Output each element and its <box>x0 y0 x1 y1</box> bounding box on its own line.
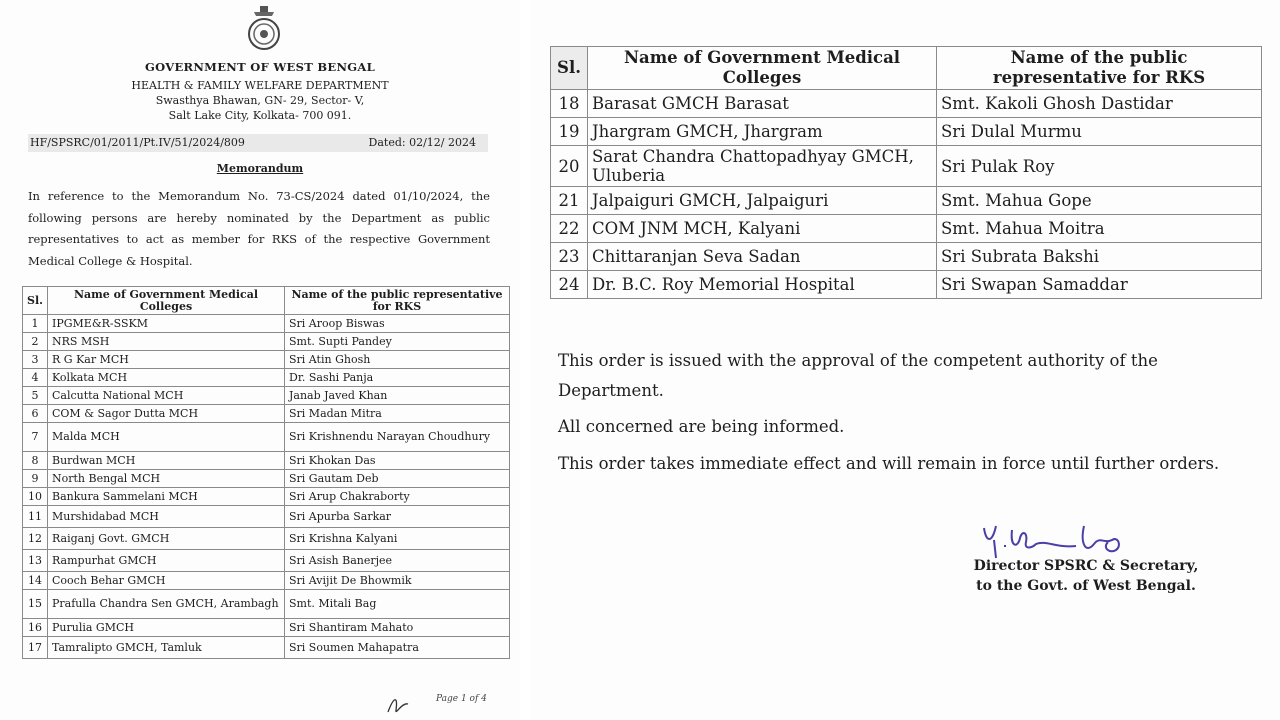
header-department: HEALTH & FAMILY WELFARE DEPARTMENT <box>131 79 389 92</box>
cell-representative: Sri Pulak Roy <box>937 146 1262 187</box>
table-row <box>23 423 510 452</box>
header-college: Name of Government Medical Colleges <box>48 287 285 315</box>
cell-representative: Sri Khokan Das <box>285 452 510 470</box>
cell-sl: 24 <box>551 271 588 299</box>
reference-number: HF/SPSRC/01/2011/Pt.IV/51/2024/809 <box>30 136 245 149</box>
cell-college: Cooch Behar GMCH <box>48 572 285 590</box>
nomination-table-page-1 <box>22 286 510 659</box>
designation-line-2: to the Govt. of West Bengal. <box>976 578 1196 594</box>
table-header-row <box>551 47 1262 90</box>
cell-representative: Smt. Mahua Gope <box>937 187 1262 215</box>
cell-representative: Janab Javed Khan <box>285 387 510 405</box>
reference-row <box>28 134 488 152</box>
cell-college: Kolkata MCH <box>48 369 285 387</box>
cell-college: COM JNM MCH, Kalyani <box>588 215 937 243</box>
cell-sl: 1 <box>23 315 48 333</box>
cell-college: Murshidabad MCH <box>48 506 285 528</box>
cell-representative: Sri Subrata Bakshi <box>937 243 1262 271</box>
cell-college: Tamralipto GMCH, Tamluk <box>48 637 285 659</box>
cell-sl: 9 <box>23 470 48 488</box>
cell-college: Barasat GMCH Barasat <box>588 90 937 118</box>
cell-sl: 10 <box>23 488 48 506</box>
cell-college: COM & Sagor Dutta MCH <box>48 405 285 423</box>
header-sl: Sl. <box>551 47 588 90</box>
table-row <box>23 572 510 590</box>
page-number: Page 1 of 4 <box>436 694 487 704</box>
table-row <box>551 271 1262 299</box>
table-header-row <box>23 287 510 315</box>
cell-representative: Sri Swapan Samaddar <box>937 271 1262 299</box>
cell-college: Raiganj Govt. GMCH <box>48 528 285 550</box>
cell-sl: 23 <box>551 243 588 271</box>
cell-college: Dr. B.C. Roy Memorial Hospital <box>588 271 937 299</box>
cell-representative: Smt. Supti Pandey <box>285 333 510 351</box>
cell-representative: Sri Arup Chakraborty <box>285 488 510 506</box>
cell-sl: 15 <box>23 590 48 619</box>
memorandum-title: Memorandum <box>216 162 304 175</box>
cell-sl: 8 <box>23 452 48 470</box>
header-address-line-2: Salt Lake City, Kolkata- 700 091. <box>168 109 352 122</box>
table-row <box>23 528 510 550</box>
cell-sl: 17 <box>23 637 48 659</box>
memorandum-paragraph: In reference to the Memorandum No. 73-CS/2024 dated 01/10/2024, the following persons are hereby nominated by the Department as public representatives to act as member for RKS of the respective Government Medical College & Hospital. <box>28 189 490 268</box>
cell-representative: Sri Krishnendu Narayan Choudhury <box>285 423 510 452</box>
cell-sl: 22 <box>551 215 588 243</box>
cell-sl: 7 <box>23 423 48 452</box>
cell-sl: 11 <box>23 506 48 528</box>
cell-representative: Smt. Kakoli Ghosh Dastidar <box>937 90 1262 118</box>
table-row <box>551 118 1262 146</box>
cell-sl: 14 <box>23 572 48 590</box>
table-row <box>551 90 1262 118</box>
table-row <box>551 243 1262 271</box>
header-address-line-1: Swasthya Bhawan, GN- 29, Sector- V, <box>155 94 365 107</box>
cell-sl: 16 <box>23 619 48 637</box>
cell-representative: Smt. Mahua Moitra <box>937 215 1262 243</box>
initials-signature-icon <box>384 692 414 720</box>
cell-sl: 19 <box>551 118 588 146</box>
cell-sl: 20 <box>551 146 588 187</box>
table-row <box>23 452 510 470</box>
cell-college: Purulia GMCH <box>48 619 285 637</box>
header-college: Name of Government Medical Colleges <box>588 47 937 90</box>
cell-college: Bankura Sammelani MCH <box>48 488 285 506</box>
cell-sl: 5 <box>23 387 48 405</box>
government-emblem-icon <box>244 6 284 52</box>
cell-college: Rampurhat GMCH <box>48 550 285 572</box>
effect-paragraph: This order takes immediate effect and will remain in force until further orders. <box>558 454 1220 473</box>
table-row <box>551 215 1262 243</box>
cell-representative: Sri Atin Ghosh <box>285 351 510 369</box>
cell-college: Prafulla Chandra Sen GMCH, Arambagh <box>48 590 285 619</box>
header-sl: Sl. <box>23 287 48 315</box>
cell-sl: 12 <box>23 528 48 550</box>
cell-college: Jhargram GMCH, Jhargram <box>588 118 937 146</box>
approval-paragraph: This order is issued with the approval of the competent authority of the Department. <box>558 351 1158 400</box>
cell-representative: Sri Avijit De Bhowmik <box>285 572 510 590</box>
cell-sl: 21 <box>551 187 588 215</box>
cell-representative: Sri Apurba Sarkar <box>285 506 510 528</box>
cell-college: R G Kar MCH <box>48 351 285 369</box>
cell-college: NRS MSH <box>48 333 285 351</box>
nomination-table-page-2 <box>550 46 1262 299</box>
cell-college: Burdwan MCH <box>48 452 285 470</box>
table-row <box>23 351 510 369</box>
table-row <box>23 387 510 405</box>
cell-college: IPGME&R-SSKM <box>48 315 285 333</box>
designation-line-1: Director SPSRC & Secretary, <box>973 558 1199 574</box>
cell-sl: 2 <box>23 333 48 351</box>
cell-representative: Sri Gautam Deb <box>285 470 510 488</box>
table-row <box>551 146 1262 187</box>
table-row <box>23 590 510 619</box>
table-row <box>23 369 510 387</box>
cell-representative: Sri Shantiram Mahato <box>285 619 510 637</box>
table-row <box>23 506 510 528</box>
document-page-1 <box>0 0 520 720</box>
cell-college: Chittaranjan Seva Sadan <box>588 243 937 271</box>
table-row <box>23 637 510 659</box>
table-row <box>23 488 510 506</box>
table-row <box>551 187 1262 215</box>
cell-representative: Sri Madan Mitra <box>285 405 510 423</box>
memo-date: Dated: 02/12/ 2024 <box>368 136 476 149</box>
cell-college: Sarat Chandra Chattopadhyay GMCH, Uluberia <box>588 146 937 187</box>
table-row <box>23 470 510 488</box>
cell-representative: Sri Soumen Mahapatra <box>285 637 510 659</box>
table-row <box>23 405 510 423</box>
header-representative: Name of the public representative for RKS <box>937 47 1262 90</box>
header-government: GOVERNMENT OF WEST BENGAL <box>144 60 376 74</box>
cell-college: Malda MCH <box>48 423 285 452</box>
cell-representative: Dr. Sashi Panja <box>285 369 510 387</box>
cell-sl: 3 <box>23 351 48 369</box>
header-representative: Name of the public representative for RKS <box>285 287 510 315</box>
cell-sl: 13 <box>23 550 48 572</box>
cell-representative: Sri Aroop Biswas <box>285 315 510 333</box>
table-row <box>23 333 510 351</box>
cell-sl: 4 <box>23 369 48 387</box>
cell-representative: Sri Asish Banerjee <box>285 550 510 572</box>
cell-sl: 6 <box>23 405 48 423</box>
cell-representative: Sri Krishna Kalyani <box>285 528 510 550</box>
informed-paragraph: All concerned are being informed. <box>558 417 845 436</box>
cell-representative: Sri Dulal Murmu <box>937 118 1262 146</box>
cell-college: Calcutta National MCH <box>48 387 285 405</box>
document-page-2 <box>530 0 1280 720</box>
table-row <box>23 550 510 572</box>
cell-college: North Bengal MCH <box>48 470 285 488</box>
table-row <box>23 619 510 637</box>
cell-sl: 18 <box>551 90 588 118</box>
table-row <box>23 315 510 333</box>
cell-representative: Smt. Mitali Bag <box>285 590 510 619</box>
cell-college: Jalpaiguri GMCH, Jalpaiguri <box>588 187 937 215</box>
